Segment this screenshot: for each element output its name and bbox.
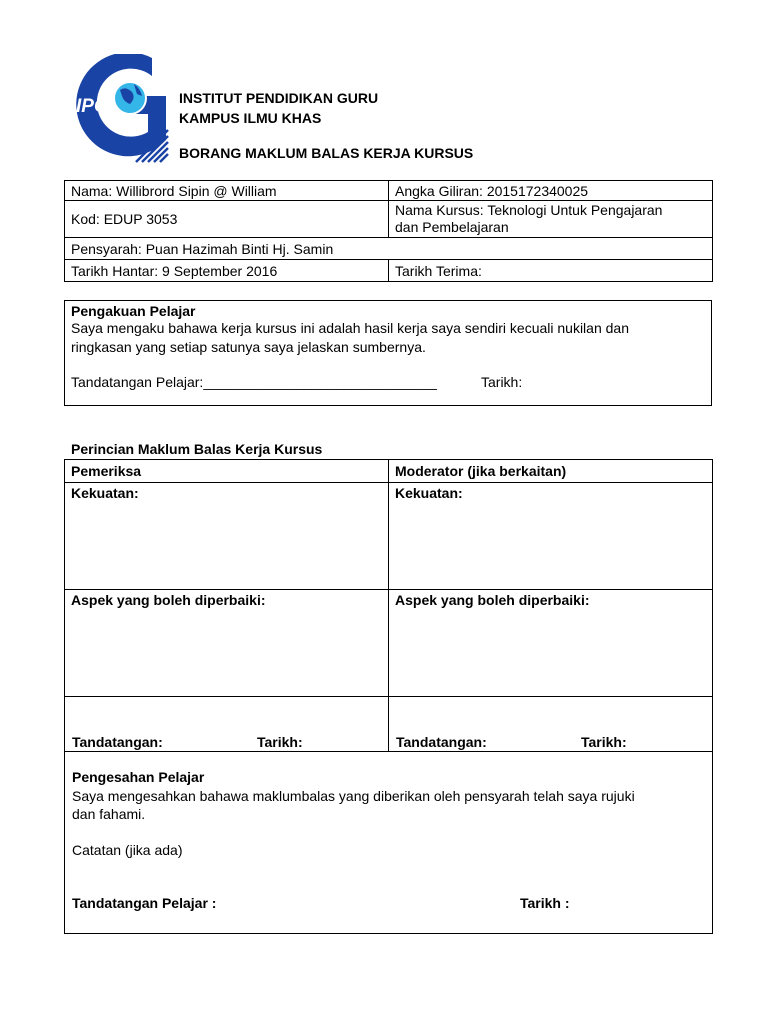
moderator-kekuatan: Kekuatan: xyxy=(389,483,713,590)
tarikh-terima-field: Tarikh Terima: xyxy=(389,260,713,282)
moderator-aspek: Aspek yang boleh diperbaiki: xyxy=(389,590,713,697)
tarikh-hantar-field: Tarikh Hantar: 9 September 2016 xyxy=(65,260,389,282)
pemeriksa-tandatangan: Tandatangan: xyxy=(72,734,163,750)
institute-name: INSTITUT PENDIDIKAN GURU xyxy=(179,90,379,106)
pemeriksa-aspek: Aspek yang boleh diperbaiki: xyxy=(65,590,389,697)
student-info-table xyxy=(64,180,713,282)
perincian-title: Perincian Maklum Balas Kerja Kursus xyxy=(71,441,323,457)
moderator-header: Moderator (jika berkaitan) xyxy=(389,460,713,483)
pengakuan-signature: Tandatangan Pelajar:______________________________ xyxy=(71,374,437,390)
pengesahan-line1: Saya mengesahkan bahawa maklumbalas yang diberikan oleh pensyarah telah saya rujuki xyxy=(72,788,635,804)
campus-name: KAMPUS ILMU KHAS xyxy=(179,110,322,126)
pengesahan-title: Pengesahan Pelajar xyxy=(72,769,205,785)
pensyarah-field: Pensyarah: Puan Hazimah Binti Hj. Samin xyxy=(65,238,713,260)
pengesahan-signature: Tandatangan Pelajar : xyxy=(72,895,217,911)
pemeriksa-kekuatan: Kekuatan: xyxy=(65,483,389,590)
pengesahan-line2: dan fahami. xyxy=(72,806,146,822)
pemeriksa-tarikh: Tarikh: xyxy=(257,734,303,750)
catatan-label: Catatan (jika ada) xyxy=(72,842,183,858)
ipg-logo xyxy=(74,54,170,164)
moderator-signature-cell xyxy=(389,697,713,752)
moderator-tarikh: Tarikh: xyxy=(581,734,627,750)
pemeriksa-header: Pemeriksa xyxy=(65,460,389,483)
feedback-table xyxy=(64,459,713,934)
pengakuan-section xyxy=(64,300,712,406)
nama-kursus-line1: Nama Kursus: Teknologi Untuk Pengajaran xyxy=(395,202,663,218)
pengesahan-section xyxy=(65,752,713,934)
kod-field: Kod: EDUP 3053 xyxy=(65,201,389,238)
pemeriksa-signature-cell xyxy=(65,697,389,752)
pengakuan-title: Pengakuan Pelajar xyxy=(71,303,196,319)
pengesahan-tarikh: Tarikh : xyxy=(520,895,570,911)
form-title: BORANG MAKLUM BALAS KERJA KURSUS xyxy=(179,145,474,161)
pengakuan-line2: ringkasan yang setiap satunya saya jelaskan sumbernya. xyxy=(71,339,426,355)
nama-kursus-line2: dan Pembelajaran xyxy=(395,219,509,235)
moderator-tandatangan: Tandatangan: xyxy=(396,734,487,750)
angka-giliran-field: Angka Giliran: 2015172340025 xyxy=(389,181,713,201)
nama-field: Nama: Willibrord Sipin @ William xyxy=(65,181,389,201)
logo-text: IPG xyxy=(76,96,109,117)
nama-kursus-field xyxy=(389,201,713,238)
pengakuan-tarikh: Tarikh: xyxy=(481,374,523,390)
pengakuan-line1: Saya mengaku bahawa kerja kursus ini adalah hasil kerja saya sendiri kecuali nukilan dan xyxy=(71,320,629,336)
